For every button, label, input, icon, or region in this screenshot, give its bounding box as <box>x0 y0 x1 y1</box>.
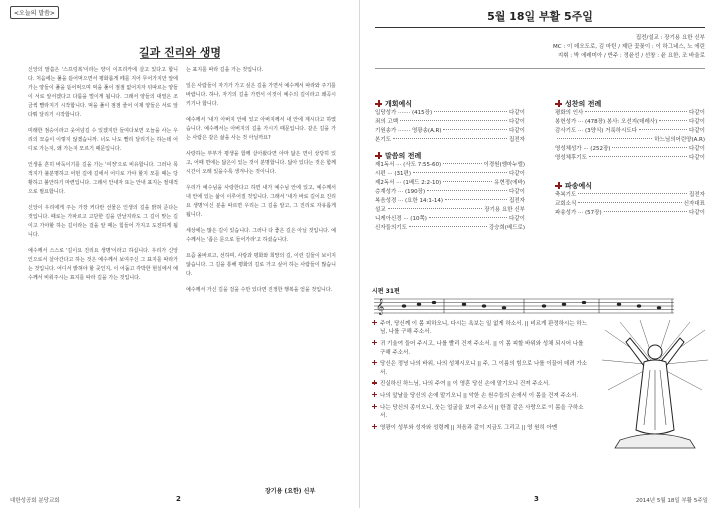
section-eucharist <box>555 98 705 163</box>
section-dismissal <box>555 180 705 218</box>
page-number: 2 <box>176 495 181 503</box>
section-heading: 성찬의 전례 <box>565 99 602 108</box>
cross-icon <box>372 320 377 325</box>
cross-icon <box>372 404 377 409</box>
cross-icon <box>372 340 377 345</box>
order-item: 영성체성가 ··· (252장) 다같이 <box>555 146 705 152</box>
essay-paragraph: 예수께서 '내가 아버지 안에 있고 아버지께서 내 안에 계시다고 하였습니다. 예수께서는 아버지의 길을 가시기 때문입니다. 같은 길을 가는 사람은 같은 삶을 사는 것 아닐까요? <box>186 117 336 141</box>
cross-icon <box>372 360 377 365</box>
mc-line: MC : 이 데오도로, 김 마틴 / 제단 꽃꽂이 : 이 하그네스, 노 에린 <box>553 44 705 50</box>
essay-column-right <box>186 66 336 476</box>
order-item: 교회소식 신자대표 <box>555 201 705 207</box>
essay-paragraph: 요즘 올바르고, 선하며, 사랑과 평화와 희망의 길, 이런 길들이 보이지 않습니다. 그 길을 통해 평화의 길로 가고 싶어 하는 사람들이 많습니다. <box>186 253 336 277</box>
order-item: 신자들의기도 강승희(베드로) <box>375 225 525 231</box>
cross-icon <box>372 380 377 385</box>
psalm-verse: 진실하신 하느님, 나의 주여 || 이 영혼 당신 손에 맡기오니 건져 주소서. <box>372 380 587 388</box>
psalm-music-staff <box>374 296 674 316</box>
order-item: 시편 ··· (31편) 다같이 <box>375 171 525 177</box>
essay-paragraph: 신앙이 우리에게 주는 가장 커다란 선물은 인생의 길을 밝혀 준다는 것입니다. 때로는 가파르고 고단한 길을 만날지라도 그 길이 맞는 길이고 가야할 하는 길이라는 걸을 알 때는 힘들어 가지고 도전하게 됩니다. <box>28 205 178 238</box>
essay-paragraph: 예수께서 가신 길을 걸을 수만 있다면 진정한 행복을 얻을 것입니다. <box>186 287 333 293</box>
order-item: 기원송가 ······· 영광송(A.R) 다같이 <box>375 128 525 134</box>
cross-icon <box>375 100 382 107</box>
section-word <box>375 150 525 233</box>
section-opening <box>375 98 525 145</box>
essay-paragraph: 우리가 예수님을 사랑한다고 하면 내가 예수님 안에 있고, 예수께서 내 안에 있는 삶이 이루어질 것입니다. 그래서 '내가 바로 길이요 진리요 생명'이신 분을 따르면 우리는 그 길을 알고, 그 진리로 자유롭게 됩니다. <box>186 185 336 218</box>
title-underline <box>140 58 220 59</box>
essay-column-left <box>28 66 178 491</box>
psalm-verse: 영광이 성부와 성자와 성령께 || 처음과 같이 지금도 그리고 || 영 원히 아멘 <box>372 424 587 432</box>
order-item: 설교 장기용 요한 신부 <box>375 207 525 213</box>
psalm-verse: 나는 당신의 종이오니, 웃는 얼굴을 보여 주소서 || 한결 같은 사랑으로 이 몸을 구하소서. <box>372 404 587 421</box>
title-rule <box>375 27 705 28</box>
order-item: 제2독서 ··· (1베드 2:2-10) 유현정(에바) <box>375 180 525 186</box>
section-heading: 말씀의 전례 <box>385 151 422 160</box>
cross-icon <box>555 100 562 107</box>
risen-christ-illustration <box>600 320 710 450</box>
footer-date: 2014년 5월 18일 부활 5주일 <box>635 498 708 504</box>
order-item: 감사기도 ··· (3양식) 거룩하시도다 다같이 <box>555 128 705 134</box>
order-item: 파송성가 ··· (57장) 다같이 <box>555 210 705 216</box>
essay-paragraph: 예수께서 스스로 '길이요 진리요 생명'이라고 하십니다. 우리가 신앙인으로서 살아간다고 하는 것은 예수께서 보여주신 그 표지를 따라가는 것입니다. 어디서 밝혀야 할 곳인지, 이 어둡고 각박한 현실에서 예수께서 비춰주시는 표지를 따라 길을 가는 것입니다. <box>28 248 178 281</box>
celebrant-line: 집전/설교 : 장기용 요한 신부 <box>635 35 705 41</box>
conductor-line: 지휘 : 박 에레미아 / 반주 : 정윤선 / 선창 : 윤 요한, 조 바울로 <box>557 53 705 59</box>
order-item: 평화의 인사 다같이 <box>555 110 705 116</box>
order-item: 제1독서 ··· (사도 7:55-60) 이경원(엠마누엘) <box>375 162 525 168</box>
order-item: 하느님의어린양(A.R) <box>555 136 705 145</box>
psalm-verse: 주여, 당신께 이 몸 피하오니, 다시는 욕보는 일 없게 하소서. || 비르게 판정하시는 하느님, 나를 구해 주소서. <box>372 320 587 337</box>
section-heading: 개회예식 <box>385 99 413 108</box>
right-page <box>360 0 720 508</box>
psalm-verse: 당신은 정녕 나의 바위, 나의 성채시오니 || 주, 그 이름의 힘으로 나를 이끌어 데려 가소서. <box>372 360 587 377</box>
order-item: 본기도 집전자 <box>375 137 525 143</box>
section-tag: <오늘의 말씀> <box>10 6 59 19</box>
cross-icon <box>555 182 562 189</box>
cross-icon <box>372 424 377 429</box>
cross-icon <box>372 392 377 397</box>
service-title: 5월 18일 부활 5주일 <box>487 10 593 23</box>
essay-paragraph: 미래한 점승이라고 웃어넘길 수 있겠지만 들여다보면 오늘을 사는 우리의 모습이 이렇지 않겠습니까. 너도 나도 빨리 달리기는 하는데 어디로 가는지, 왜 가는지 모르기 때문입니다. <box>28 128 178 152</box>
psalm-label: 시편 31편 <box>372 288 400 295</box>
order-item: 죄의 고백 다같이 <box>375 119 525 125</box>
psalm-verses <box>372 320 587 436</box>
ministers-block <box>365 34 705 61</box>
section-heading: 파송예식 <box>565 181 593 190</box>
order-item: 축복기도 집전자 <box>555 192 705 198</box>
order-item: 복음성경 ··· (요한 14:1-14) 집전자 <box>375 198 525 204</box>
essay-paragraph: 세상에는 많은 길이 있습니다. 그러나 다 좋은 길은 아닐 것입니다. 예수께서는 '좁은 문으로 들어가라'고 하셨습니다. <box>186 228 336 243</box>
order-item: 니케아신경 ··· (10쪽) 다같이 <box>375 216 525 222</box>
author-signature: 장기용 (요한) 신부 <box>265 488 316 495</box>
order-item: 층계성가 ··· (190장) 다같이 <box>375 189 525 195</box>
page-number: 3 <box>534 495 539 503</box>
essay-paragraph: 사랑하는 부부가 평생을 함께 살아왔다면 아마 닮은 면이 상당히 있고, 어때 면에는 닮은이 있는 것이 분명합니다. 닮아 있다는 것은 함께 시간이 오래 있을수록 생겨나는 것이니다. <box>186 151 336 175</box>
order-item: 봉헌성가 ··· (478장) 봉사: 오선지(데레사) 다같이 <box>555 119 705 125</box>
cross-icon <box>375 152 382 159</box>
essay-paragraph: 인생을 흔히 바둑이기를 길을 가는 '여정'으로 비유합니다. 그러나 목적지가 불분명하고 어떤 길에 길에서 어디로 가야 할지 모를 때는 당황하고 불안하기 마련입니다. 그래서 안내자 또는 안내 표지는 절대적으로 필요합니다. <box>28 162 178 195</box>
essay-title: 길과 진리와 생명 <box>138 46 222 59</box>
svg-text:𝄞: 𝄞 <box>376 299 385 315</box>
essay-paragraph: 신앙의 말씀은 '스프링복'이라는 양이 이프리카에 살고 있다고 합니다. 처음에는 풀을 뜯어먹으면서 평화롭게 떼를 지어 무어가지만 앞에 가는 양들이 풀을 뜯어먹으며 먹을 풀이 점점 없어지자 뒤따르는 양들이 서로 앞서겠다고 다툼을 벌이게 됩니다. 그래서 양들의 대열은 조금씩 빨라지기 시작합니다. 먹을 풀이 점점 줄어 이제 양들은 서로 앞다퉈 달리기 시작합니다. <box>28 67 178 118</box>
essay-paragraph: 는 표지를 따라 길을 가는 것입니다. <box>186 67 264 73</box>
essay-paragraph: 일은 사람들이 자기가 가고 싶은 길을 가면서 예수께서 따라와 주기를 바랍니다. 하나, 자기의 길을 가면서 이것이 예수의 길이라고 왜곡시키기나 합니다. <box>186 83 336 107</box>
order-item: 영성체후기도 다같이 <box>555 155 705 161</box>
footer-church-name: 대한성공회 분당교회 <box>10 498 60 504</box>
psalm-verse: 나의 앞날을 당신의 손에 맡기오니 || 악한 손 원수들의 손에서 이 몸을 건져 주소서. <box>372 392 587 400</box>
psalm-verse: 귀 기울여 들어 주시고, 나를 빨리 건져 주소서. || 이 몸 피할 바위와 성채 되시어 나를 구해 주소서. <box>372 340 587 357</box>
order-item: 입당성가 ······· (415장) 다같이 <box>375 110 525 116</box>
divider <box>375 68 705 69</box>
